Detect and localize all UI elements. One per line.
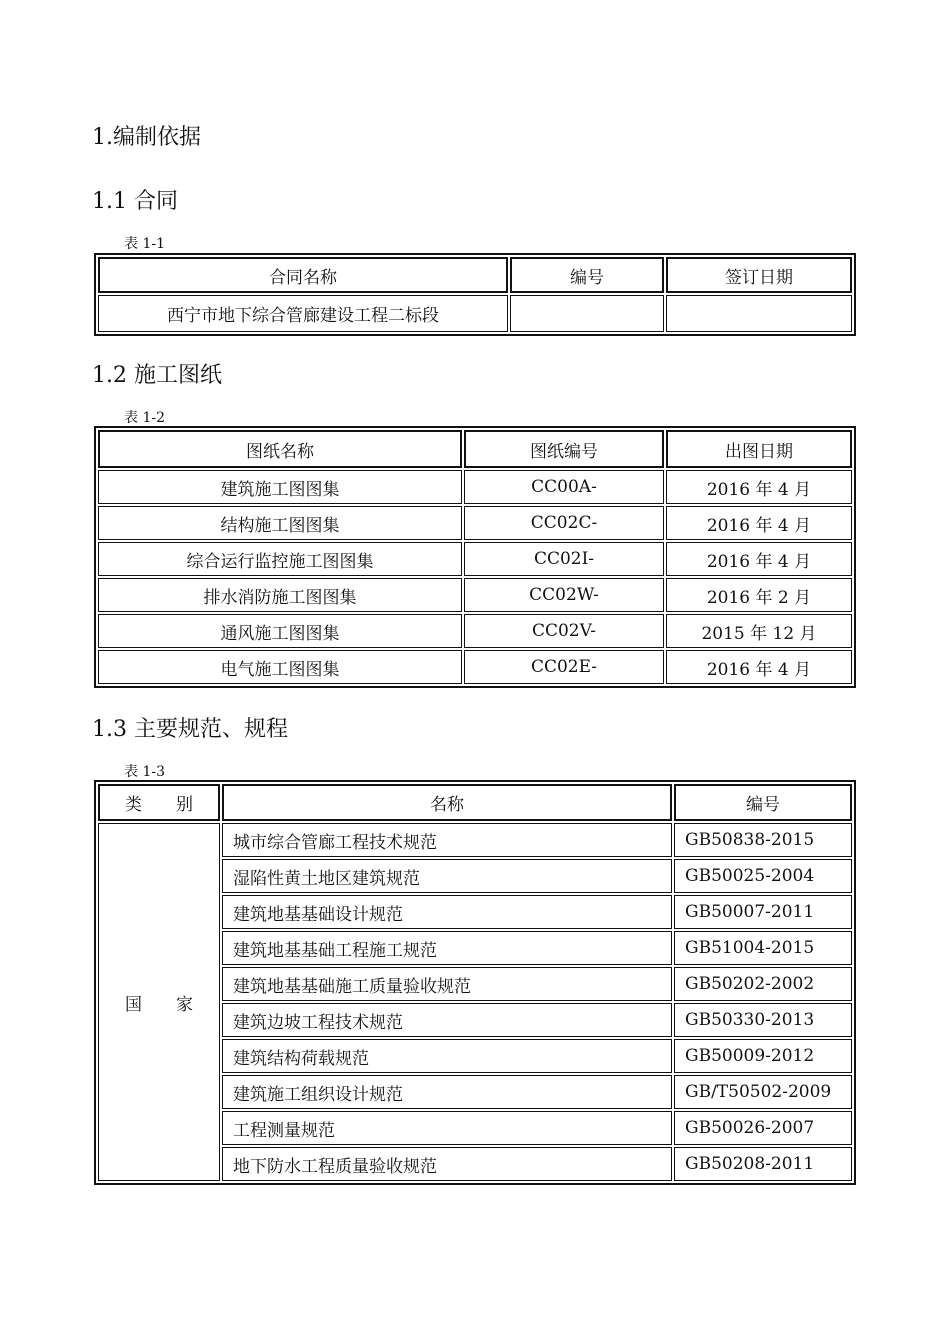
header-cell: 编号 — [674, 784, 852, 821]
table-cell: GB50202-2002 — [674, 967, 852, 1001]
table-cell: 2016 年 4 月 — [666, 650, 852, 684]
table-cell: 通风施工图图集 — [98, 614, 462, 648]
table-cell: 2015 年 12 月 — [666, 614, 852, 648]
table-cell: 建筑施工图图集 — [98, 470, 462, 504]
table-cell: 建筑地基基础施工质量验收规范 — [222, 967, 672, 1001]
table-cell: 建筑结构荷载规范 — [222, 1039, 672, 1073]
table-cell: GB50026-2007 — [674, 1111, 852, 1145]
table-row — [98, 506, 852, 540]
table-cell: 湿陷性黄土地区建筑规范 — [222, 859, 672, 893]
category-cell: 国 家 — [98, 823, 220, 1181]
table-cell: CC02V- — [464, 614, 664, 648]
table-cell: CC02I- — [464, 542, 664, 576]
table-caption-1-1: 表 1-1 — [124, 236, 165, 252]
table-caption-1-2: 表 1-2 — [124, 410, 165, 426]
section-title-1-3: 1.3 主要规范、规程 — [92, 717, 288, 742]
table-cell: 西宁市地下综合管廊建设工程二标段 — [98, 295, 508, 332]
table-cell: GB50208-2011 — [674, 1147, 852, 1181]
header-cell: 类 别 — [98, 784, 220, 821]
contract-table — [94, 253, 856, 336]
table-cell: CC02C- — [464, 506, 664, 540]
section-title-1-2: 1.2 施工图纸 — [92, 363, 222, 388]
table-cell: 结构施工图图集 — [98, 506, 462, 540]
table-cell: 2016 年 4 月 — [666, 506, 852, 540]
table-cell: 建筑边坡工程技术规范 — [222, 1003, 672, 1037]
table-cell: 建筑施工组织设计规范 — [222, 1075, 672, 1109]
table-cell: 排水消防施工图图集 — [98, 578, 462, 612]
table-row — [98, 470, 852, 504]
table-row — [98, 578, 852, 612]
table-cell: GB51004-2015 — [674, 931, 852, 965]
table-cell: 城市综合管廊工程技术规范 — [222, 823, 672, 857]
table-cell: 工程测量规范 — [222, 1111, 672, 1145]
table-cell: GB50838-2015 — [674, 823, 852, 857]
table-header-row — [98, 784, 852, 821]
table-cell: CC02W- — [464, 578, 664, 612]
table-cell: 电气施工图图集 — [98, 650, 462, 684]
table-cell: GB50007-2011 — [674, 895, 852, 929]
header-cell: 图纸名称 — [98, 430, 462, 468]
header-cell: 图纸编号 — [464, 430, 664, 468]
section-title-1: 1.编制依据 — [92, 125, 201, 150]
table-caption-1-3: 表 1-3 — [124, 764, 165, 780]
header-cell: 合同名称 — [98, 257, 508, 293]
table-row — [98, 614, 852, 648]
table-cell: 地下防水工程质量验收规范 — [222, 1147, 672, 1181]
table-row — [98, 295, 852, 332]
table-cell: 建筑地基基础工程施工规范 — [222, 931, 672, 965]
table-cell: 建筑地基基础设计规范 — [222, 895, 672, 929]
header-cell: 签订日期 — [666, 257, 852, 293]
table-cell: CC02E- — [464, 650, 664, 684]
table-cell: GB50330-2013 — [674, 1003, 852, 1037]
table-cell: 2016 年 4 月 — [666, 470, 852, 504]
table-cell: 2016 年 2 月 — [666, 578, 852, 612]
table-row — [98, 650, 852, 684]
section-title-1-1: 1.1 合同 — [92, 189, 178, 214]
header-cell: 名称 — [222, 784, 672, 821]
header-cell: 出图日期 — [666, 430, 852, 468]
drawings-table — [94, 426, 856, 688]
table-cell: 2016 年 4 月 — [666, 542, 852, 576]
table-row — [98, 542, 852, 576]
header-cell: 编号 — [510, 257, 664, 293]
standards-table — [94, 780, 856, 1185]
table-cell: GB/T50502-2009 — [674, 1075, 852, 1109]
table-cell — [666, 295, 852, 332]
table-cell: GB50009-2012 — [674, 1039, 852, 1073]
table-cell: GB50025-2004 — [674, 859, 852, 893]
table-cell: CC00A- — [464, 470, 664, 504]
table-header-row — [98, 430, 852, 468]
table-header-row — [98, 257, 852, 293]
table-cell: 综合运行监控施工图图集 — [98, 542, 462, 576]
table-cell — [510, 295, 664, 332]
table-row — [98, 823, 852, 857]
